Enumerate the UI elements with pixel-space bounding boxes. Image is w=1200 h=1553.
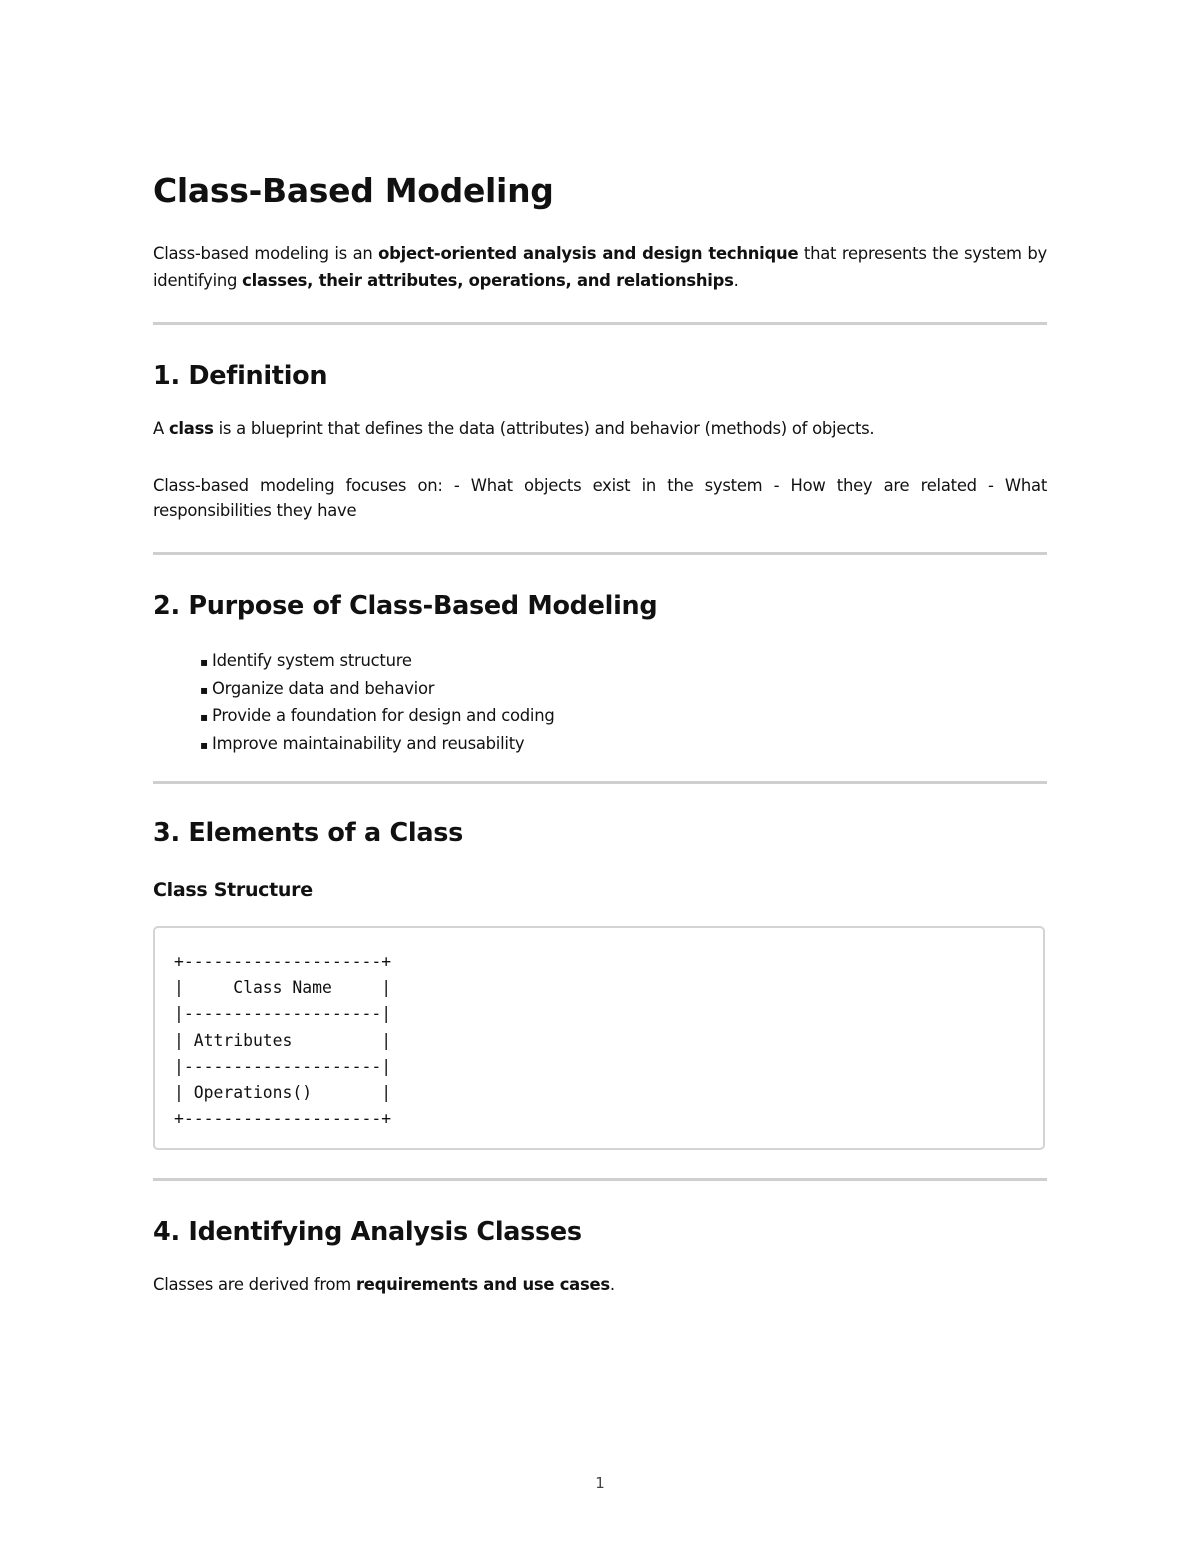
intro-text-1: Class-based modeling is an [153, 244, 379, 263]
section-divider [153, 322, 1047, 325]
definition-text-1: A [153, 419, 169, 438]
subheading-class-structure: Class Structure [153, 879, 313, 901]
intro-text-2: that represents the system by identifying [153, 244, 1047, 290]
intro-bold-2: classes, their attributes, operations, and relationships [242, 270, 734, 290]
intro-bold-1: object-oriented analysis and design technique [378, 244, 799, 263]
list-item: ▪ Improve maintainability and reusability [200, 731, 555, 759]
purpose-list [200, 648, 555, 758]
list-item: ▪ Provide a foundation for design and coding [200, 703, 555, 731]
identifying-paragraph [153, 1272, 1047, 1299]
section-heading-elements: 3. Elements of a Class [153, 818, 464, 848]
page-number: 1 [595, 1474, 605, 1492]
section-heading-definition: 1. Definition [153, 361, 328, 391]
section-divider [153, 552, 1047, 555]
intro-paragraph [153, 241, 1047, 294]
section-heading-identifying: 4. Identifying Analysis Classes [153, 1217, 582, 1247]
section-divider [153, 1178, 1047, 1181]
document-title: Class-Based Modeling [153, 171, 554, 210]
identifying-text-1: Classes are derived from [153, 1275, 356, 1294]
code-block [153, 926, 1045, 1150]
section-heading-purpose: 2. Purpose of Class-Based Modeling [153, 591, 658, 621]
list-item: ▪ Identify system structure [200, 648, 555, 676]
intro-text-3: . [733, 270, 739, 290]
identifying-text-2: . [609, 1275, 615, 1294]
section-divider [153, 781, 1047, 784]
definition-paragraph [153, 416, 1047, 443]
definition-text-2: is a blueprint that defines the data (attributes) and behavior (methods) of objects. [213, 419, 875, 438]
list-item: ▪ Organize data and behavior [200, 676, 555, 704]
definition-bold-1: class [168, 419, 214, 438]
focus-paragraph: Class-based modeling focuses on: - What objects exist in the system - How they are related - What responsibilities they have [153, 476, 1047, 520]
class-diagram-code: +--------------------+ | Class Name | |--------------------| | Attributes | |--------------------| | Operations() | +--------------------+ [174, 952, 392, 1129]
identifying-bold-1: requirements and use cases [355, 1275, 610, 1294]
